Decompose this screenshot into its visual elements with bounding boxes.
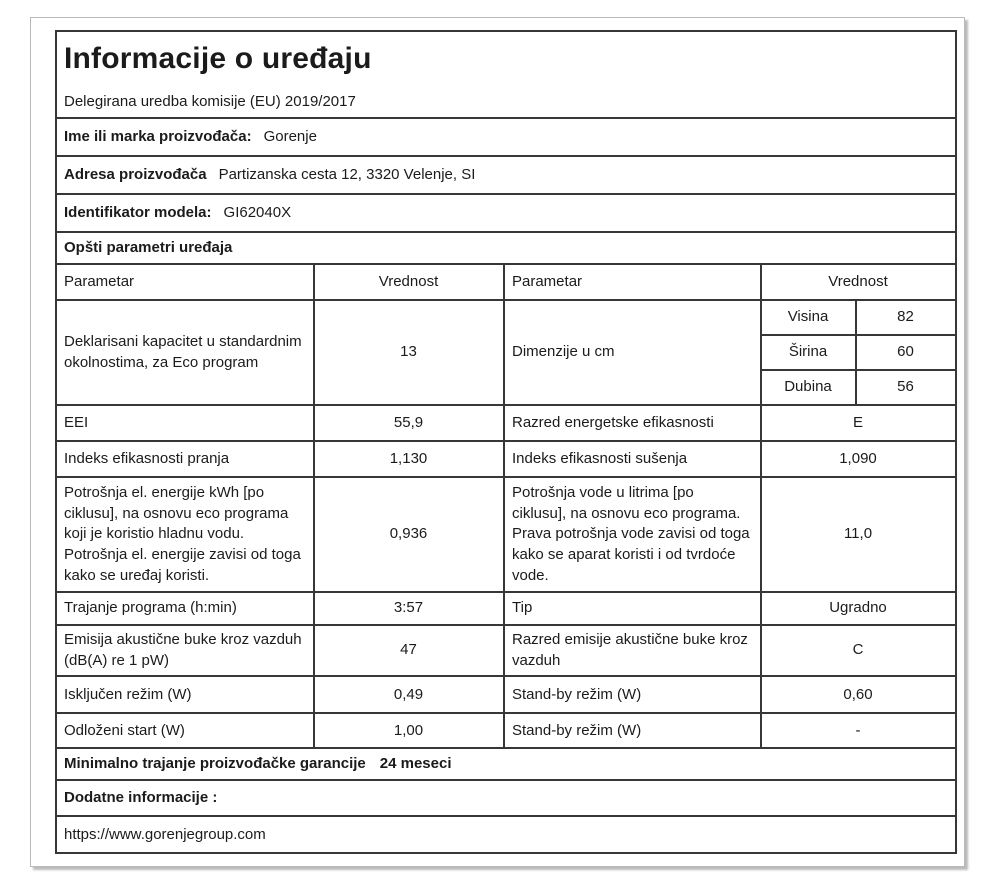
manufacturer-label: Ime ili marka proizvođača: (64, 127, 252, 145)
page-frame (30, 17, 965, 867)
value-cell-energy-consumption: 0,936 (314, 477, 504, 592)
value-cell-standby-mode-2: - (761, 713, 956, 748)
dimension-value-depth: 56 (856, 370, 956, 405)
param-cell-eei: EEI (56, 405, 314, 441)
address-value: Partizanska cesta 12, 3320 Velenje, SI (218, 165, 476, 183)
warranty-label: Minimalno trajanje proizvođačke garancije (64, 755, 366, 773)
table-row-consumption (56, 477, 956, 592)
additional-info-row (56, 780, 956, 816)
table-row-duration-type (56, 592, 956, 625)
value-cell-off-mode: 0,49 (314, 676, 504, 713)
additional-info-label: Dodatne informacije : (64, 789, 218, 807)
section-header-row (56, 232, 956, 264)
value-cell-type: Ugradno (761, 592, 956, 625)
value-cell-water-consumption: 11,0 (761, 477, 956, 592)
dimension-value-width: 60 (856, 335, 956, 370)
param-cell-type: Tip (504, 592, 761, 625)
document-body (55, 30, 953, 854)
dimension-label-height: Visina (761, 300, 856, 335)
appliance-info-table (55, 30, 957, 854)
param-cell-noise-class: Razred emisije akustične buke kroz vazduh (504, 625, 761, 676)
website-row (56, 816, 956, 853)
value-cell-program-duration: 3:57 (314, 592, 504, 625)
dimension-value-height: 82 (856, 300, 956, 335)
col-header-value-right: Vrednost (761, 264, 956, 300)
col-header-value-left: Vrednost (314, 264, 504, 300)
param-cell-off-mode: Isključen režim (W) (56, 676, 314, 713)
title-block (56, 31, 956, 118)
table-row-capacity-dimensions (56, 300, 956, 335)
param-cell-capacity: Deklarisani kapacitet u standardnim okolnostima, za Eco program (56, 300, 314, 405)
value-cell-eei: 55,9 (314, 405, 504, 441)
page-subtitle: Delegirana uredba komisije (EU) 2019/2017 (64, 93, 356, 111)
address-label: Adresa proizvođača (64, 165, 207, 183)
col-header-parameter-left: Parametar (56, 264, 314, 300)
model-label: Identifikator modela: (64, 203, 212, 221)
param-cell-wash-index: Indeks efikasnosti pranja (56, 441, 314, 477)
param-cell-energy-class: Razred energetske efikasnosti (504, 405, 761, 441)
address-row (56, 156, 956, 194)
table-row-off-standby (56, 676, 956, 713)
param-cell-water-consumption: Potrošnja vode u litrima [po ciklusu], na osnovu eco programa. Prava potrošnja vode zavisi od toga kako se aparat koristi i od tvrdoće vode. (504, 477, 761, 592)
param-cell-dry-index: Indeks efikasnosti sušenja (504, 441, 761, 477)
dimension-label-width: Širina (761, 335, 856, 370)
model-value: GI62040X (223, 203, 292, 221)
warranty-row (56, 748, 956, 780)
param-cell-program-duration: Trajanje programa (h:min) (56, 592, 314, 625)
value-cell-standby-mode: 0,60 (761, 676, 956, 713)
manufacturer-value: Gorenje (263, 127, 317, 145)
param-cell-energy-consumption: Potrošnja el. energije kWh [po ciklusu], na osnovu eco programa koji je koristio hladnu vodu. Potrošnja el. energije zavisi od toga kako se uređaj koristi. (56, 477, 314, 592)
value-cell-dry-index: 1,090 (761, 441, 956, 477)
param-cell-dimensions: Dimenzije u cm (504, 300, 761, 405)
param-cell-standby-mode: Stand-by režim (W) (504, 676, 761, 713)
section-title: Opšti parametri uređaja (64, 238, 233, 256)
page-title: Informacije o uređaju (64, 42, 372, 75)
manufacturer-row (56, 118, 956, 156)
dimension-label-depth: Dubina (761, 370, 856, 405)
table-row-indexes (56, 441, 956, 477)
table-row-noise (56, 625, 956, 676)
value-cell-noise-emission: 47 (314, 625, 504, 676)
param-cell-delayed-start: Odloženi start (W) (56, 713, 314, 748)
table-row-delay-standby (56, 713, 956, 748)
param-cell-noise-emission: Emisija akustične buke kroz vazduh (dB(A) re 1 pW) (56, 625, 314, 676)
table-row-eei (56, 405, 956, 441)
value-cell-capacity: 13 (314, 300, 504, 405)
column-header-row (56, 264, 956, 300)
col-header-parameter-right: Parametar (504, 264, 761, 300)
warranty-value: 24 meseci (379, 755, 452, 773)
value-cell-noise-class: C (761, 625, 956, 676)
website-link[interactable]: https://www.gorenjegroup.com (64, 825, 266, 843)
param-cell-standby-mode-2: Stand-by režim (W) (504, 713, 761, 748)
model-row (56, 194, 956, 232)
value-cell-wash-index: 1,130 (314, 441, 504, 477)
value-cell-energy-class: E (761, 405, 956, 441)
value-cell-delayed-start: 1,00 (314, 713, 504, 748)
